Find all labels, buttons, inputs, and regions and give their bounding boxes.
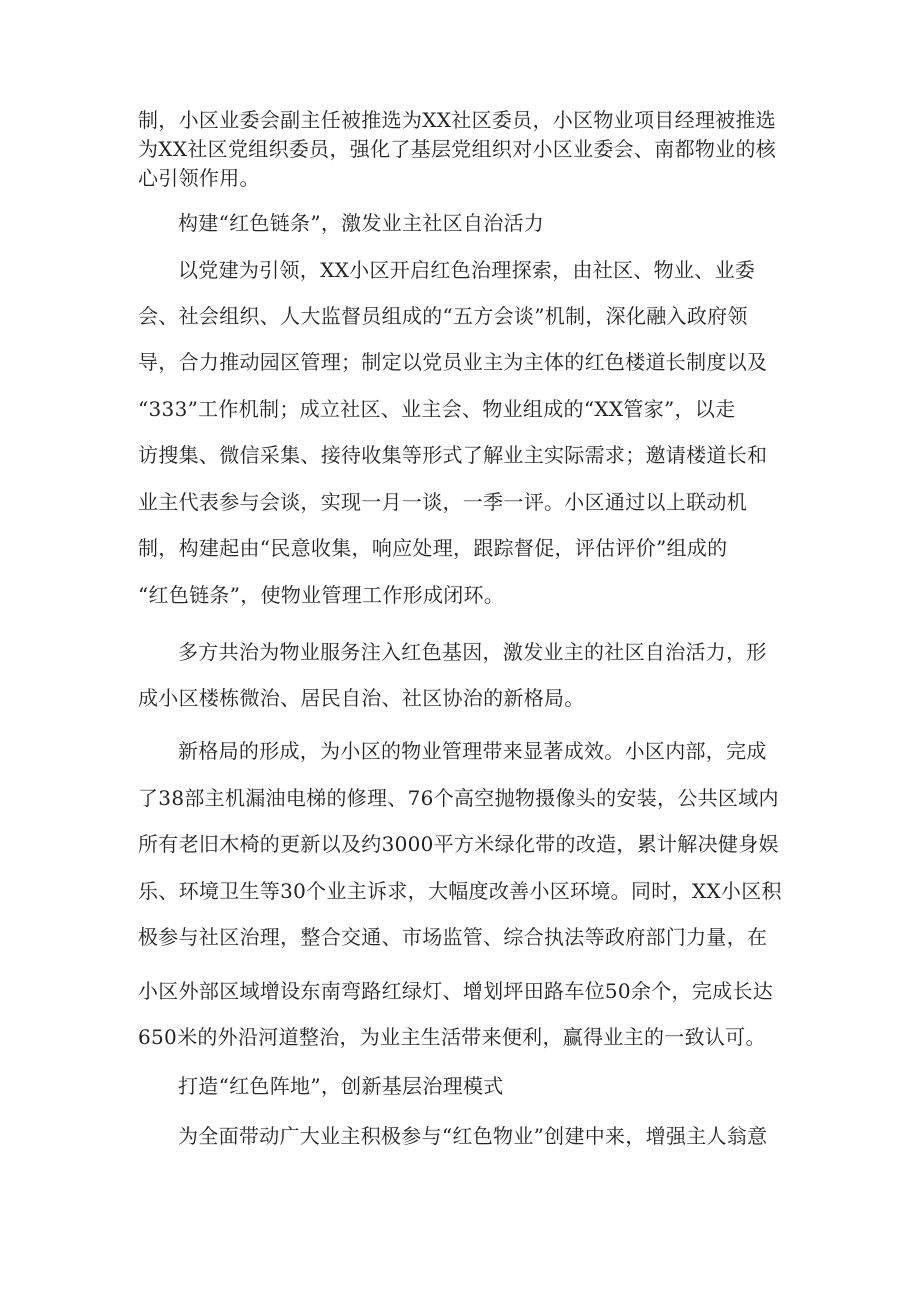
text-line: 为全面带动广大业主积极参与“红色物业”创建中来，增强主人翁意 [178, 1124, 768, 1148]
text-line: 极参与社区治理，整合交通、市场监管、综合执法等政府部门力量，在 [138, 925, 768, 949]
section-heading: 打造“红色阵地”，创新基层治理模式 [178, 1074, 504, 1098]
text-line: 为XX社区党组织委员，强化了基层党组织对小区业委会、南都物业的核 [138, 137, 777, 161]
text-line: 650米的外沿河道整治，为业主生活带来便利，赢得业主的一致认可。 [138, 1025, 766, 1049]
text-line: 小区外部区域增设东南弯路红绿灯、增划坪田路车位50余个，完成长达 [138, 979, 774, 1003]
text-line: 制，构建起由“民意收集，响应处理，跟踪督促，评估评价”组成的 [138, 536, 728, 560]
text-line: 多方共治为物业服务注入红色基因，激发业主的社区自治活力，形 [178, 640, 767, 664]
section-heading: 构建“红色链条”，激发业主社区自治活力 [178, 211, 545, 235]
text-line: 心引领作用。 [138, 166, 260, 190]
text-line: 新格局的形成，为小区的物业管理带来显著成效。小区内部，完成 [178, 739, 767, 763]
text-line: 业主代表参与会谈，实现一月一谈，一季一评。小区通过以上联动机 [138, 490, 747, 514]
text-line: 了38部主机漏油电梯的修理、76个高空抛物摄像头的安装，公共区域内 [138, 786, 779, 810]
text-line: 制，小区业委会副主任被推选为XX社区委员，小区物业项目经理被推选 [138, 108, 777, 132]
text-line: 访搜集、微信采集、接待收集等形式了解业主实际需求；邀请楼道长和 [138, 443, 768, 467]
text-line: 以党建为引领，XX小区开启红色治理探索，由社区、物业、业委 [178, 258, 756, 282]
text-line: “333”工作机制；成立社区、业主会、物业组成的“XX管家”，以走 [138, 397, 736, 421]
text-line: 成小区楼栋微治、居民自治、社区协治的新格局。 [138, 686, 585, 710]
text-line: 会、社会组织、人大监督员组成的“五方会谈”机制，深化融入政府领 [138, 304, 748, 328]
text-line: “红色链条”，使物业管理工作形成闭环。 [138, 583, 505, 607]
text-line: 导，合力推动园区管理；制定以党员业主为主体的红色楼道长制度以及 [138, 350, 768, 374]
text-line: 所有老旧木椅的更新以及约3000平方米绿化带的改造，累计解决健身娱 [138, 832, 779, 856]
text-line: 乐、环境卫生等30个业主诉求，大幅度改善小区环境。同时，XX小区积 [138, 879, 782, 903]
